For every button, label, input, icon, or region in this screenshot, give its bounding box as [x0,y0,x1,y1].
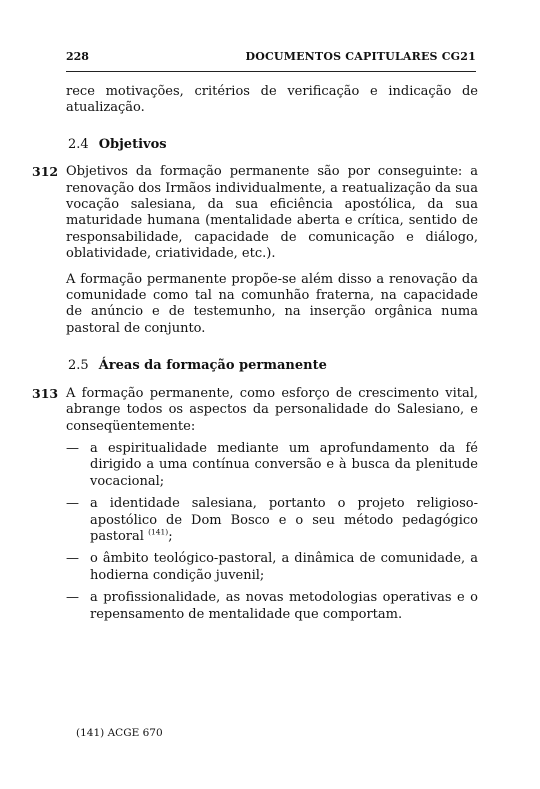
paragraph-renovacao-comunidade: A formação permanente propõe-se além disso a renovação da comunidade como tal na comunhão fraterna, na capacidade de anúncio e de testemunho, na inserção orgânica numa pastoral de conjunto. [66,271,478,336]
list-item-tail: ; [168,528,173,544]
page-header [66,50,476,66]
section-title: Objetivos [98,136,167,152]
footnote-ref: (141) [148,527,169,537]
list-item [66,441,478,490]
paragraph-text: A formação permanente, como esforço de crescimento vital, abrange todos os aspectos da personalidade do Salesiano, e conseqüentemente: [66,385,478,434]
margin-number: 312 [32,164,59,180]
list-item-text: a profissionalidade, as novas metodologias operativas e o repensamento de mentalidade que comportam. [90,590,478,622]
paragraph-text: Objetivos da formação permanente são por conseguinte: a renovação dos Irmãos individualmente, a reatualização da sua vocação salesiana, da sua eficiência apostólica, da sua maturidade humana (mentalidade aberta e crítica, sentido de responsabilidade, capacidade de comunicação e diálogo, oblatividade, criatividade, etc.). [66,164,478,262]
paragraph-312 [32,164,478,262]
list-item-text: o âmbito teológico-pastoral, a dinâmica de comunidade, a hodierna condição juvenil; [90,551,478,583]
footnote: (141) ACGE 670 [76,727,163,739]
intro-paragraph: rece motivações, critérios de verificação e indicação de atualização. [66,84,478,116]
margin-number: 313 [32,385,59,401]
dash-marker: — [66,496,79,512]
section-heading-objetivos [68,137,478,153]
section-number: 2.4 [68,136,89,152]
list-item-text: a espiritualidade mediante um aprofundamento da fé dirigido a uma contínua conversão e à busca da plenitude vocacional; [90,440,478,489]
body-text [32,84,478,623]
page-number: 228 [66,50,89,63]
paragraph-313 [32,385,478,435]
dash-marker: — [66,551,79,567]
list-item [66,590,478,623]
dash-marker: — [66,440,79,456]
list-item [66,551,478,584]
header-rule [66,71,476,72]
list-item-text: a identidade salesiana, portanto o projeto religioso-apostólico de Dom Bosco e o seu método pedagógico pastoral [90,496,478,544]
running-head: DOCUMENTOS CAPITULARES CG21 [245,50,476,63]
list-item [66,496,478,545]
section-heading-areas [68,358,478,374]
section-number: 2.5 [68,358,89,374]
dash-marker: — [66,590,79,606]
section-title: Áreas da formação permanente [98,358,327,374]
